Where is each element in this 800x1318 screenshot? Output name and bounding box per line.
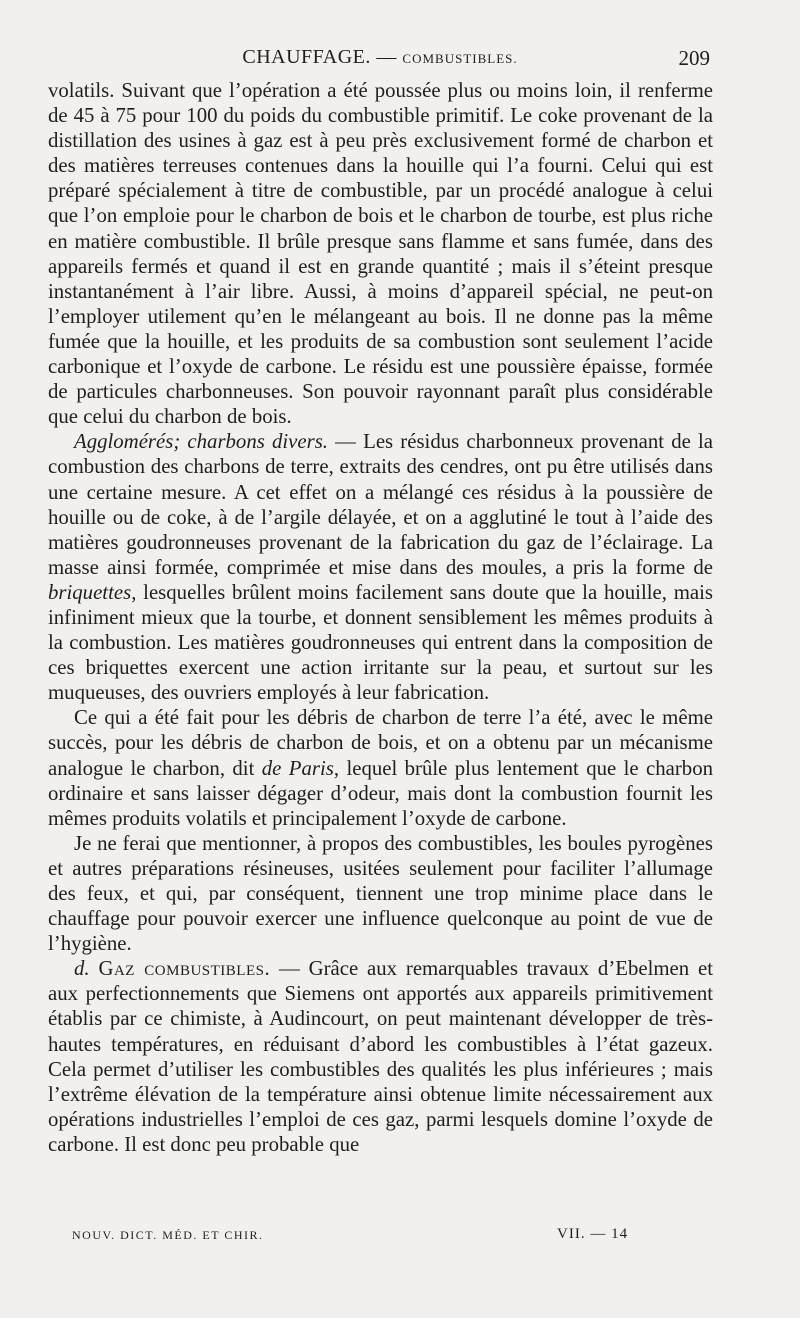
running-title-main: CHAUFFAGE. — bbox=[242, 46, 397, 68]
term-briquettes: briquettes bbox=[48, 580, 132, 604]
page-number: 209 bbox=[678, 46, 710, 70]
footer-publication: NOUV. DICT. MÉD. ET CHIR. bbox=[72, 1228, 264, 1242]
paragraph-coke: volatils. Suivant que l’opération a été poussée plus ou moins loin, il renferme de 45 à 75 pour 100 du poids du combustible primitif. Le coke provenant de la distillation des usines à gaz est à peu près exclusivement formé de charbon et des matières terreuses contenues dans la houille qui l’a fourni. Celui qui est préparé spécialement à titre de combustible, par un procédé analogue à celui que l’on emploie pour le charbon de bois et le charbon de tourbe, est plus riche en matière combustible. Il brûle presque sans flamme et sans fumée, dans des appareils fermés et quand il est en grande quantité ; mais il s’éteint presque instantanément à l’air libre. Aussi, à moins d’appareil spécial, ne peut-on l’employer utilement qu’en le mélangeant au bois. Il ne donne pas la même fumée que la houille, et les produits de sa combustion sont seulement l’acide carbonique et l’oxyde de carbone. Le résidu est une poussière épaisse, formée de particules charbonneuses. Son pouvoir rayonnant paraît plus considérable que celui du charbon de bois. bbox=[48, 79, 713, 429]
section-heading-gaz: Gaz combustibles. bbox=[98, 957, 271, 981]
paragraph-gaz-text: — Grâce aux remarquables travaux d’Ebelmen et aux perfectionnements que Siemens ont apportés aux appareils primitivement établis par ce chimiste, à Audincourt, on peut maintenant développer de très-hautes températures, en réduisant d’abord les combustibles à l’état gazeux. Cela permet d’utiliser les combustibles des qualités les plus inférieures ; mais l’extrême élévation de la température ainsi obtenue limite nécessairement aux opérations industrielles l’emploi de ces gaz, parmi lesquels domine l’oxyde de carbone. Il est donc peu probable que bbox=[48, 957, 713, 1156]
body-text bbox=[48, 78, 713, 1157]
paragraph-charbon-paris-text-a: Ce qui a été fait pour les débris de charbon de terre l’a été, avec le même succès, pour les débris de charbon de bois, et on a obtenu par un mécanisme analogue le charbon, dit bbox=[48, 706, 713, 780]
term-de-paris: de Paris bbox=[261, 756, 334, 780]
paragraph-gaz-combustibles bbox=[48, 956, 713, 1157]
footer bbox=[72, 1226, 662, 1248]
paragraph-charbon-paris-text-b: , lequel brûle plus lentement que le charbon ordinaire et sans laisser dégager d’odeur, mais dont la combustion fournit les mêmes produits volatils et principalement l’oxyde de carbone. bbox=[48, 756, 713, 830]
section-letter-d: d. bbox=[74, 957, 90, 981]
paragraph-agglomeres-text-b: , lesquelles brûlent moins facilement sans doute que la houille, mais infiniment mieux que la tourbe, et donnent sensiblement les mêmes produits à la combustion. Les matières goudronneuses qui entrent dans la composition de ces briquettes exercent une action irritante sur la peau, et surtout sur les muqueuses, des ouvriers employés à leur fabrication. bbox=[48, 580, 713, 705]
footer-signature: VII. — 14 bbox=[557, 1226, 629, 1242]
paragraph-agglomeres bbox=[48, 429, 713, 705]
section-heading-agglomeres: Agglomérés; charbons divers. bbox=[74, 430, 329, 454]
running-title-sub: COMBUSTIBLES. bbox=[402, 51, 518, 66]
paragraph-boules-pyrogenes: Je ne ferai que mentionner, à propos des combustibles, les boules pyrogènes et autres préparations résineuses, usitées seulement pour faciliter l’allumage des feux, et qui, par conséquent, tiennent une trop minime place dans le chauffage pour pouvoir exercer une influence quelconque au point de vue de l’hygiène. bbox=[48, 831, 713, 956]
paragraph-charbon-paris bbox=[48, 705, 713, 830]
paragraph-agglomeres-text-a: — Les résidus charbonneux provenant de la combustion des charbons de terre, extraits des cendres, ont pu être utilisés dans une certaine mesure. A cet effet on a mélangé ces résidus à la poussière de houille ou de coke, à de l’argile délayée, et on a agglutiné le tout à l’aide des matières goudronneuses provenant de la fabrication du gaz de l’éclairage. La masse ainsi formée, comprimée et mise dans des moules, a pris la forme de bbox=[48, 430, 714, 579]
running-title bbox=[50, 46, 710, 69]
running-head bbox=[50, 46, 710, 76]
